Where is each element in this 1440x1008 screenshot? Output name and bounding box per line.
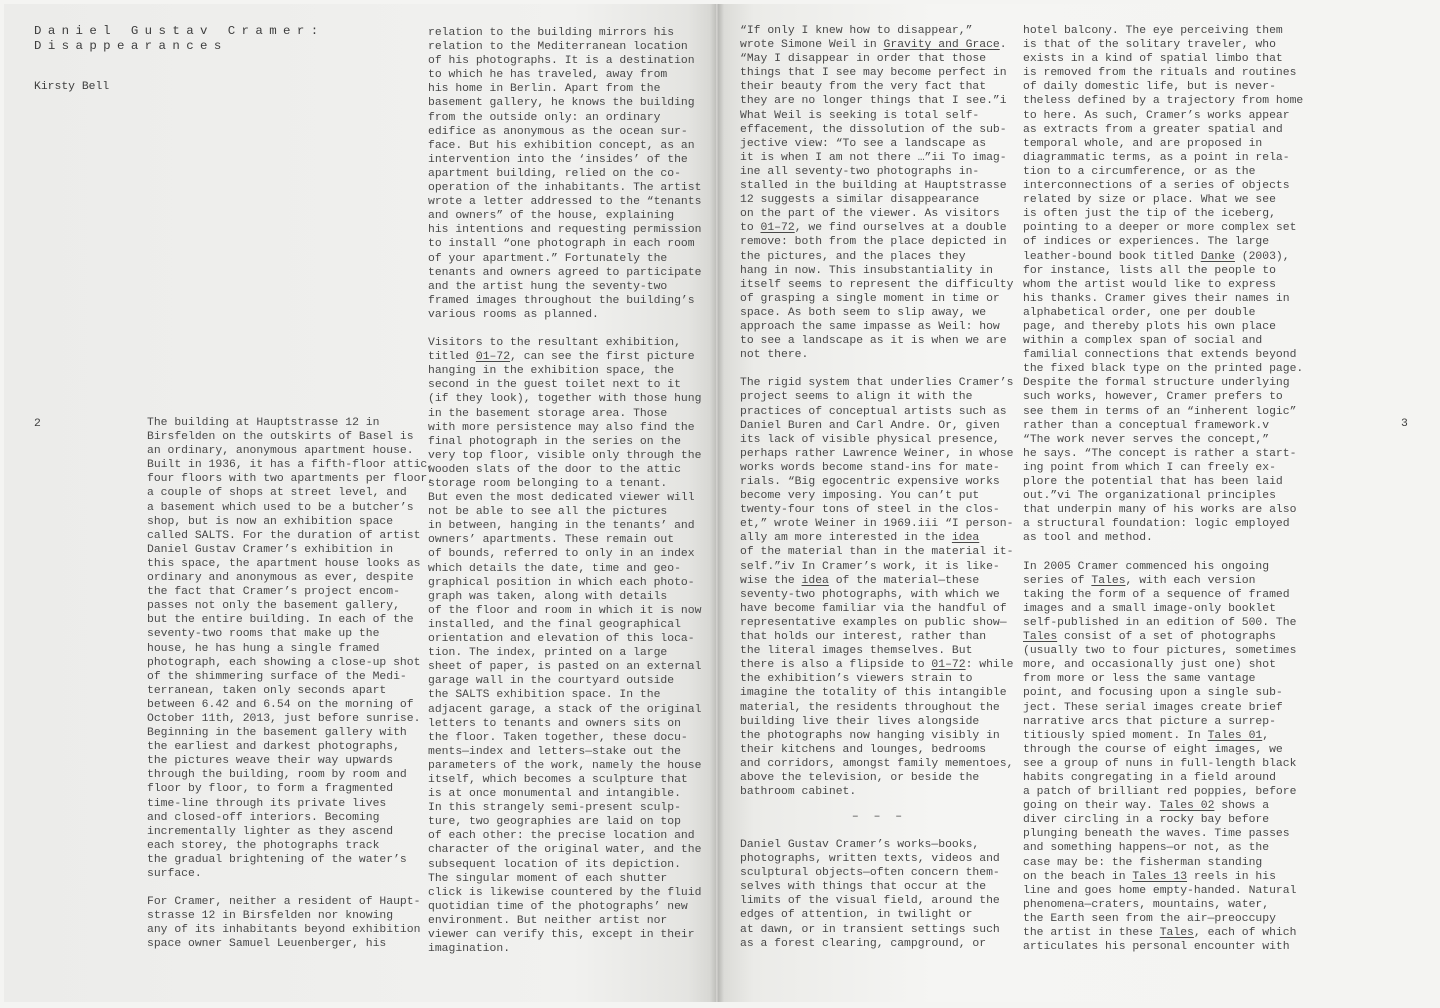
text-line: Beginning in the basement gallery with bbox=[147, 727, 407, 740]
text-line: is removed from the rituals and routines bbox=[1023, 67, 1297, 80]
text-line: the SALTS exhibition space. In the bbox=[428, 689, 661, 702]
paragraph-break bbox=[740, 362, 1018, 376]
text-line: project seems to align it with the bbox=[740, 391, 973, 404]
text-line: leather-bound book titled Danke (2003), bbox=[1023, 250, 1290, 263]
text-line: viewer can verify this, except in their bbox=[428, 929, 695, 941]
text-line: each storey, the photographs track bbox=[147, 839, 380, 852]
text-line: page, and thereby plots his own place bbox=[1023, 320, 1276, 333]
text-line: strasse 12 in Birsfelden nor knowing bbox=[147, 910, 394, 923]
text-line: jective view: “To see a landscape as bbox=[740, 137, 987, 150]
text-line: 12 suggests a similar disappearance bbox=[740, 194, 980, 207]
section-separator: – – – bbox=[851, 811, 907, 823]
text-line: “May I disappear in order that those bbox=[740, 53, 987, 66]
page-number-right: 3 bbox=[1401, 418, 1408, 430]
text-line: his intentions and requesting permission bbox=[428, 224, 702, 237]
text-line: and the artist hung the seventy-two bbox=[428, 280, 668, 293]
text-line: various rooms as planned. bbox=[428, 308, 599, 321]
text-line: works words become stand-ins for mate- bbox=[740, 461, 1000, 474]
text-line: his home in Berlin. Apart from the bbox=[428, 83, 661, 96]
text-line: the Earth seen from the air—preoccupy bbox=[1023, 912, 1276, 925]
text-line: passes not only the basement gallery, bbox=[147, 600, 400, 613]
text-line: above the television, or beside the bbox=[740, 771, 980, 784]
text-line: a patch of brilliant red poppies, before bbox=[1023, 786, 1297, 799]
text-line: the fixed black type on the printed page. bbox=[1023, 363, 1304, 376]
text-line: twenty-four tons of steel in the clos- bbox=[740, 504, 1000, 517]
text-line: to here. As such, Cramer’s works appear bbox=[1023, 109, 1290, 122]
text-line: perhaps rather Lawrence Weiner, in whose bbox=[740, 447, 1014, 460]
essay-title-line-2: Disappearances bbox=[34, 39, 228, 53]
text-line: final photograph in the series on the bbox=[428, 435, 681, 448]
text-line: of the shimmering surface of the Medi- bbox=[147, 670, 407, 683]
text-line: itself seems to represent the difficulty bbox=[740, 278, 1014, 291]
text-line: the gradual brightening of the water’s bbox=[147, 853, 407, 866]
text-line: Visitors to the resultant exhibition, bbox=[428, 337, 681, 350]
text-line: as extracts from a greater spatial and bbox=[1023, 123, 1283, 136]
text-line: of his photographs. It is a destination bbox=[428, 55, 695, 68]
text-line: but the entire building. In each of the bbox=[147, 614, 414, 627]
text-line: see them in terms of an “inherent logic” bbox=[1023, 405, 1297, 418]
text-line: theless defined by a trajectory from home bbox=[1023, 95, 1304, 108]
text-line: wrote a letter addressed to the “tenants bbox=[428, 196, 702, 209]
text-line: seventy-two photographs, with which we bbox=[740, 588, 1000, 601]
text-line: garage wall in the courtyard outside bbox=[428, 675, 675, 688]
text-line: October 11th, 2013, just before sunrise. bbox=[147, 712, 421, 725]
text-line: in between, hanging in the tenants’ and bbox=[428, 520, 695, 533]
text-line: relation to the Mediterranean location bbox=[428, 41, 688, 54]
text-line: selves with things that occur at the bbox=[740, 881, 987, 894]
text-line: incrementally lighter as they ascend bbox=[147, 825, 394, 838]
text-line: of the material than in the material it- bbox=[740, 546, 1014, 559]
text-line: For Cramer, neither a resident of Haupt- bbox=[147, 896, 421, 909]
text-line: sheet of paper, is pasted on an external bbox=[428, 661, 702, 674]
text-line: phenomena—craters, mountains, water, bbox=[1023, 898, 1270, 911]
text-line: surface. bbox=[147, 868, 202, 880]
text-line: terranean, taken only seconds apart bbox=[147, 684, 387, 697]
text-column-4 bbox=[1023, 24, 1303, 954]
text-line: self-published in an edition of 500. The bbox=[1023, 616, 1297, 629]
text-line: and closed-off interiors. Becoming bbox=[147, 811, 380, 824]
text-line: ordinary and anonymous as ever, despite bbox=[147, 572, 414, 585]
text-line: edifice as anonymous as the ocean sur- bbox=[428, 125, 688, 138]
text-line: face. But his exhibition concept, as an bbox=[428, 139, 695, 152]
text-line: that underpin many of his works are also bbox=[1023, 504, 1297, 517]
text-line: ine all seventy-two photographs in- bbox=[740, 165, 980, 178]
text-line: shop, but is now an exhibition space bbox=[147, 515, 394, 528]
text-line: titled 01–72, can see the first picture bbox=[428, 351, 695, 364]
text-line: related by size or place. What we see bbox=[1023, 194, 1276, 207]
text-line: But even the most dedicated viewer will bbox=[428, 492, 695, 505]
text-line: his thanks. Cramer gives their names in bbox=[1023, 292, 1290, 305]
text-line: approach the same impasse as Weil: how bbox=[740, 320, 1000, 333]
text-line: more, and occasionally just one) shot bbox=[1023, 659, 1276, 672]
text-line: taking the form of a sequence of framed bbox=[1023, 588, 1290, 601]
text-line: and something happens—or not, as the bbox=[1023, 842, 1270, 855]
text-line: installed, and the final geographical bbox=[428, 618, 681, 631]
right-page bbox=[718, 4, 1434, 1002]
text-line: of bounds, referred to only in an index bbox=[428, 548, 695, 561]
text-line: a structural foundation: logic employed bbox=[1023, 518, 1290, 531]
text-column-3-continued bbox=[740, 838, 1018, 951]
text-line: character of the original water, and the bbox=[428, 844, 702, 857]
text-line: imagination. bbox=[428, 943, 511, 956]
text-line: titiously spied moment. In Tales 01, bbox=[1023, 729, 1270, 742]
text-line: from the outside only: an ordinary bbox=[428, 111, 661, 124]
text-line: practices of conceptual artists such as bbox=[740, 405, 1007, 418]
text-line: is that of the solitary traveler, who bbox=[1023, 39, 1276, 52]
text-line: intervention into the ‘insides’ of the bbox=[428, 153, 688, 166]
text-line: its lack of visible physical presence, bbox=[740, 433, 1000, 446]
text-line: through the building, room by room and bbox=[147, 769, 407, 782]
text-line: time-line through its private lives bbox=[147, 797, 387, 810]
text-line: very top floor, visible only through the bbox=[428, 449, 702, 462]
text-line: owners’ apartments. These remain out bbox=[428, 534, 675, 547]
text-line: for instance, lists all the people to bbox=[1023, 264, 1276, 277]
text-line: have become familiar via the handful of bbox=[740, 602, 1007, 615]
text-line: (usually two to four pictures, sometimes bbox=[1023, 645, 1297, 658]
text-line: Built in 1936, it has a fifth-floor attic, bbox=[147, 459, 435, 472]
text-line: that holds our interest, rather than bbox=[740, 631, 987, 644]
text-line: not there. bbox=[740, 349, 809, 362]
text-line: floor by floor, to form a fragmented bbox=[147, 783, 394, 796]
text-line: Daniel Buren and Carl Andre. Or, given bbox=[740, 419, 1000, 432]
text-line: alphabetical order, one per double bbox=[1023, 306, 1256, 319]
text-line: Daniel Gustav Cramer’s exhibition in bbox=[147, 543, 394, 556]
text-line: line and goes home empty-handed. Natural bbox=[1023, 884, 1297, 897]
text-line: adjacent garage, a stack of the original bbox=[428, 703, 702, 716]
text-line: to see a landscape as it is when we are bbox=[740, 335, 1007, 348]
text-line: imagine the totality of this intangible bbox=[740, 687, 1007, 700]
text-line: this space, the apartment house looks as bbox=[147, 557, 421, 570]
text-line: not be able to see all the pictures bbox=[428, 506, 668, 519]
text-line: and corridors, amongst family mementoes, bbox=[740, 757, 1014, 770]
text-line: environment. But neither artist nor bbox=[428, 914, 668, 927]
text-line: of daily domestic life, but is never- bbox=[1023, 81, 1276, 94]
text-line: such works, however, Cramer prefers to bbox=[1023, 391, 1283, 404]
text-line: their beauty from the very fact that bbox=[740, 81, 987, 94]
paragraph-break bbox=[1023, 545, 1303, 559]
text-line: tenants and owners agreed to participate bbox=[428, 266, 702, 279]
text-line: building live their lives alongside bbox=[740, 715, 980, 728]
text-column-3 bbox=[740, 24, 1018, 799]
text-line: ject. These serial images create brief bbox=[1023, 701, 1283, 714]
text-line: habits congregating in a field around bbox=[1023, 771, 1276, 784]
text-line: diagrammatic terms, as a point in rela- bbox=[1023, 151, 1290, 164]
text-line: within a complex span of social and bbox=[1023, 335, 1263, 348]
text-line: Despite the formal structure underlying bbox=[1023, 377, 1290, 390]
text-line: (if they look), together with those hung bbox=[428, 393, 702, 406]
text-line: ments—index and letters—stake out the bbox=[428, 745, 681, 758]
text-line: Daniel Gustav Cramer’s works—books, bbox=[740, 839, 980, 851]
text-line: apartment building, relied on the co- bbox=[428, 167, 681, 180]
text-line: articulates his personal encounter with bbox=[1023, 941, 1290, 954]
text-line: things that I see may become perfect in bbox=[740, 67, 1007, 80]
text-line: ing point from which I can freely ex- bbox=[1023, 461, 1276, 474]
text-line: the pictures weave their way upwards bbox=[147, 755, 394, 768]
text-line: plore the potential that has been laid bbox=[1023, 476, 1283, 488]
text-line: “The work never serves the concept,” bbox=[1023, 433, 1270, 446]
text-line: ally am more interested in the idea bbox=[740, 532, 980, 545]
text-line: representative examples on public show— bbox=[740, 616, 1007, 629]
text-line: material, the residents throughout the bbox=[740, 701, 1000, 714]
text-line: the floor. Taken together, these docu- bbox=[428, 731, 688, 744]
text-line: graphical position in which each photo- bbox=[428, 576, 695, 589]
text-column-2 bbox=[428, 26, 703, 956]
text-line: second in the guest toilet next to it bbox=[428, 379, 681, 392]
text-line: series of Tales, with each version bbox=[1023, 574, 1256, 587]
left-page bbox=[4, 4, 716, 1002]
text-line: which details the date, time and geo- bbox=[428, 562, 681, 575]
text-line: to 01–72, we find ourselves at a double bbox=[740, 222, 1007, 235]
text-line: there is also a flipside to 01–72: while bbox=[740, 659, 1014, 672]
text-line: interconnections of a series of objects bbox=[1023, 180, 1290, 193]
text-line: see a group of nuns in full-length black bbox=[1023, 757, 1297, 770]
text-line: the pictures, and the places they bbox=[740, 250, 966, 263]
text-line: narrative arcs that picture a surrep- bbox=[1023, 715, 1276, 728]
text-line: orientation and elevation of this loca- bbox=[428, 633, 695, 646]
text-line: their kitchens and lounges, bedrooms bbox=[740, 743, 987, 756]
text-line: letters to tenants and owners sits on bbox=[428, 717, 681, 730]
page-number-left: 2 bbox=[34, 418, 41, 430]
text-line: framed images throughout the building’s bbox=[428, 294, 695, 307]
text-line: pointing to a deeper or more complex set bbox=[1023, 222, 1297, 235]
text-line: hanging in the exhibition space, the bbox=[428, 365, 675, 378]
text-line: In 2005 Cramer commenced his ongoing bbox=[1023, 560, 1270, 573]
text-line: of indices or experiences. The large bbox=[1023, 236, 1270, 249]
text-line: The rigid system that underlies Cramer’s bbox=[740, 377, 1014, 390]
text-line: limits of the visual field, around the bbox=[740, 895, 1000, 908]
text-line: images and a small image-only booklet bbox=[1023, 602, 1276, 615]
text-line: of the floor and room in which it is now bbox=[428, 604, 702, 617]
text-line: Tales consist of a set of photographs bbox=[1023, 631, 1276, 644]
text-line: plunging beneath the waves. Time passes bbox=[1023, 828, 1290, 841]
text-line: sculptural objects—often concern them- bbox=[740, 867, 1000, 880]
text-line: wrote Simone Weil in Gravity and Grace. bbox=[740, 39, 1007, 52]
text-line: going on their way. Tales 02 shows a bbox=[1023, 800, 1270, 813]
text-line: become very imposing. You can’t put bbox=[740, 490, 980, 503]
text-line: on the part of the viewer. As visitors bbox=[740, 208, 1000, 221]
essay-title-line-1: Daniel Gustav Cramer: bbox=[34, 24, 325, 38]
book-gutter bbox=[710, 4, 724, 1002]
text-line: is at once monumental and intangible. bbox=[428, 788, 681, 801]
text-line: any of its inhabitants beyond exhibition bbox=[147, 924, 421, 937]
text-line: called SALTS. For the duration of artist bbox=[147, 529, 421, 542]
text-line: of each other: the precise location and bbox=[428, 830, 695, 843]
text-line: to install “one photograph in each room bbox=[428, 238, 695, 251]
text-line: rials. “Big egocentric expensive works bbox=[740, 476, 1000, 488]
text-line: click is likewise countered by the fluid bbox=[428, 886, 702, 899]
text-line: house, he has hung a single framed bbox=[147, 642, 380, 655]
text-line: Birsfelden on the outskirts of Basel is bbox=[147, 431, 414, 444]
text-line: effacement, the dissolution of the sub- bbox=[740, 123, 1007, 136]
text-line: itself, which becomes a sculpture that bbox=[428, 773, 688, 786]
text-line: the exhibition’s viewers strain to bbox=[740, 673, 973, 686]
text-line: out.”vi The organizational principles bbox=[1023, 490, 1276, 503]
text-line: photographs, written texts, videos and bbox=[740, 853, 1000, 866]
text-line: the photographs now hanging visibly in bbox=[740, 729, 1000, 742]
text-line: is often just the tip of the iceberg, bbox=[1023, 208, 1276, 221]
text-line: space owner Samuel Leuenberger, his bbox=[147, 938, 387, 951]
text-line: space. As both seem to slip away, we bbox=[740, 306, 987, 319]
text-line: basement gallery, he knows the building bbox=[428, 97, 695, 110]
text-line: bathroom cabinet. bbox=[740, 786, 857, 799]
text-column-1 bbox=[147, 416, 435, 952]
text-line: in the basement storage area. Those bbox=[428, 407, 668, 420]
text-line: he says. “The concept is rather a start- bbox=[1023, 447, 1297, 460]
text-line: wooden slats of the door to the attic bbox=[428, 463, 681, 476]
text-line: from more or less the same vantage bbox=[1023, 673, 1256, 686]
text-line: The singular moment of each shutter bbox=[428, 872, 668, 885]
text-line: with more persistence may also find the bbox=[428, 421, 695, 434]
text-line: they are no longer things that I see.”i bbox=[740, 95, 1007, 108]
text-line: the literal images themselves. But bbox=[740, 645, 973, 658]
text-line: on the beach in Tales 13 reels in his bbox=[1023, 870, 1276, 883]
text-line: parameters of the work, namely the house bbox=[428, 759, 702, 772]
text-line: the earliest and darkest photographs, bbox=[147, 741, 400, 754]
text-line: storage room belonging to a tenant. bbox=[428, 478, 668, 490]
text-line: What Weil is seeking is total self- bbox=[740, 109, 980, 122]
text-line: “If only I knew how to disappear,” bbox=[740, 25, 973, 37]
text-line: case may be: the fisherman standing bbox=[1023, 856, 1263, 869]
text-line: stalled in the building at Hauptstrasse bbox=[740, 180, 1007, 193]
text-line: to which he has traveled, away from bbox=[428, 69, 668, 82]
text-line: graph was taken, along with details bbox=[428, 590, 668, 603]
open-booklet-spread bbox=[4, 4, 1434, 1002]
text-line: temporal whole, and are proposed in bbox=[1023, 137, 1263, 150]
text-line: through the course of eight images, we bbox=[1023, 743, 1283, 756]
text-line: of grasping a single moment in time or bbox=[740, 292, 1000, 305]
text-line: whom the artist would like to express bbox=[1023, 278, 1276, 291]
text-line: it is when I am not there …”ii To imag- bbox=[740, 151, 1007, 164]
text-line: tion. The index, printed on a large bbox=[428, 647, 668, 660]
text-line: diver circling in a rocky bay before bbox=[1023, 814, 1270, 827]
text-line: self.”iv In Cramer’s work, it is like- bbox=[740, 560, 1000, 573]
text-line: as a forest clearing, campground, or bbox=[740, 937, 987, 950]
text-line: rather than a conceptual framework.v bbox=[1023, 419, 1270, 432]
text-line: The building at Hauptstrasse 12 in bbox=[147, 417, 380, 429]
text-line: at dawn, or in transient settings such bbox=[740, 923, 1000, 936]
text-line: quotidian time of the photographs’ new bbox=[428, 900, 688, 913]
text-line: point, and focusing upon a single sub- bbox=[1023, 687, 1283, 700]
text-line: hang in now. This insubstantiality in bbox=[740, 264, 993, 277]
text-line: edges of attention, in twilight or bbox=[740, 909, 973, 922]
text-line: and owners” of the house, explaining bbox=[428, 210, 675, 223]
text-line: hotel balcony. The eye perceiving them bbox=[1023, 25, 1283, 37]
text-line: between 6.42 and 6.54 on the morning of bbox=[147, 698, 414, 711]
text-line: remove: both from the place depicted in bbox=[740, 236, 1007, 249]
text-line: ture, two geographies are laid on top bbox=[428, 816, 681, 829]
text-line: relation to the building mirrors his bbox=[428, 27, 675, 39]
text-line: photograph, each showing a close-up shot bbox=[147, 656, 421, 669]
paragraph-break bbox=[428, 322, 703, 336]
text-line: In this strangely semi-present sculp- bbox=[428, 802, 681, 815]
paragraph-break bbox=[147, 881, 419, 895]
text-line: of your apartment.” Fortunately the bbox=[428, 252, 668, 265]
text-line: four floors with two apartments per floor, bbox=[147, 473, 435, 486]
text-line: a basement which used to be a butcher’s bbox=[147, 501, 414, 514]
text-line: et,” wrote Weiner in 1969.iii “I person- bbox=[740, 518, 1014, 531]
text-line: wise the idea of the material—these bbox=[740, 574, 980, 587]
text-line: the artist in these Tales, each of which bbox=[1023, 927, 1297, 939]
text-line: an ordinary, anonymous apartment house. bbox=[147, 445, 414, 458]
essay-title bbox=[34, 24, 325, 54]
text-line: the fact that Cramer’s project encom- bbox=[147, 586, 400, 599]
text-line: exists in a kind of spatial limbo that bbox=[1023, 53, 1283, 66]
text-line: familial connections that extends beyond bbox=[1023, 349, 1297, 362]
text-line: subsequent location of its depiction. bbox=[428, 858, 681, 871]
text-line: tion to a circumference, or as the bbox=[1023, 165, 1256, 178]
text-line: as tool and method. bbox=[1023, 532, 1153, 545]
author-name: Kirsty Bell bbox=[34, 81, 110, 93]
text-line: seventy-two rooms that make up the bbox=[147, 628, 380, 641]
text-line: a couple of shops at street level, and bbox=[147, 487, 407, 500]
text-line: operation of the inhabitants. The artist bbox=[428, 182, 702, 195]
